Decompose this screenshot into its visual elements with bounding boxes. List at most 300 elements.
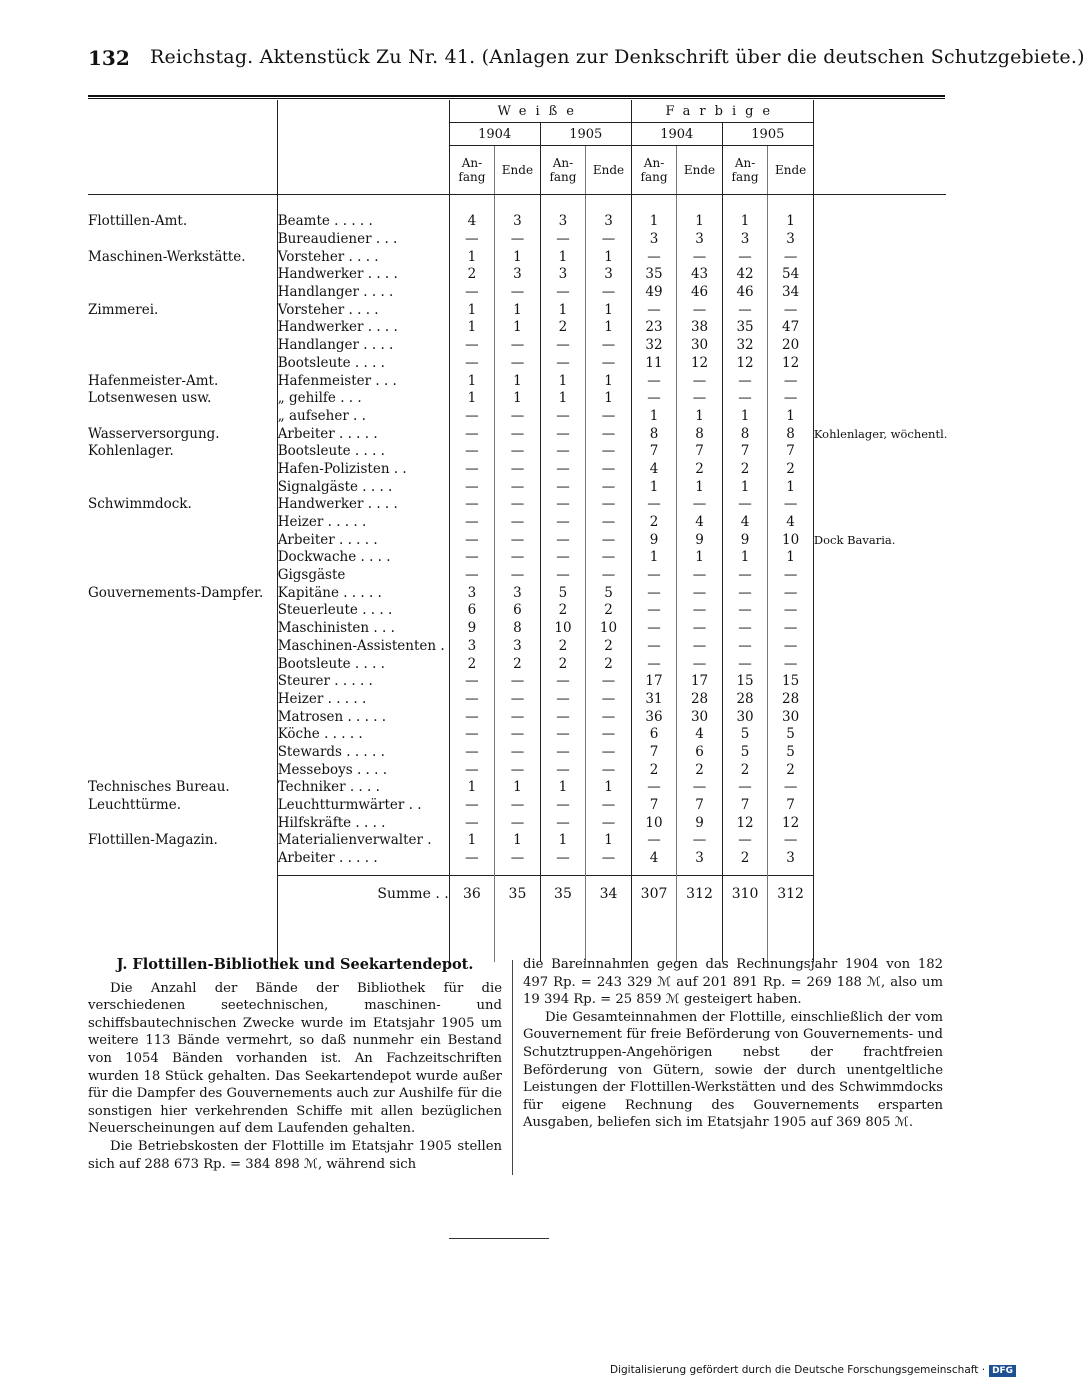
count-cell: 12 bbox=[768, 814, 814, 832]
count-cell: — bbox=[677, 390, 723, 408]
position-label: Handwerker . . . . bbox=[277, 266, 449, 284]
count-cell: 12 bbox=[722, 814, 768, 832]
position-label: Bootsleute . . . . bbox=[277, 443, 449, 461]
count-cell: — bbox=[449, 691, 495, 709]
count-cell: — bbox=[586, 797, 632, 815]
count-cell: 2 bbox=[631, 514, 677, 532]
count-cell: — bbox=[449, 567, 495, 585]
count-cell: 8 bbox=[722, 425, 768, 443]
count-cell: — bbox=[768, 301, 814, 319]
position-label: Handlanger . . . . bbox=[277, 284, 449, 302]
count-cell: — bbox=[586, 496, 632, 514]
count-cell: 30 bbox=[677, 708, 723, 726]
remark-cell bbox=[813, 602, 946, 620]
count-cell: 3 bbox=[631, 231, 677, 249]
count-cell: 3 bbox=[495, 638, 541, 656]
count-cell: 7 bbox=[768, 443, 814, 461]
count-cell: — bbox=[768, 832, 814, 850]
table-row bbox=[88, 355, 946, 373]
remark-cell bbox=[813, 337, 946, 355]
table-row bbox=[88, 231, 946, 249]
table-row bbox=[88, 797, 946, 815]
table-row bbox=[88, 655, 946, 673]
table-row bbox=[88, 301, 946, 319]
count-cell: — bbox=[540, 744, 586, 762]
count-cell: 4 bbox=[449, 213, 495, 231]
count-cell: 3 bbox=[495, 213, 541, 231]
section-j-left-column bbox=[88, 956, 502, 1173]
table-row bbox=[88, 638, 946, 656]
remark-cell bbox=[813, 832, 946, 850]
count-cell: — bbox=[495, 797, 541, 815]
count-cell: — bbox=[586, 549, 632, 567]
count-cell: — bbox=[495, 408, 541, 426]
count-cell: — bbox=[768, 655, 814, 673]
count-cell: 3 bbox=[677, 850, 723, 868]
count-cell: — bbox=[449, 761, 495, 779]
count-cell: 30 bbox=[722, 708, 768, 726]
position-label: Gigsgäste bbox=[277, 567, 449, 585]
count-cell: — bbox=[768, 602, 814, 620]
remark-cell bbox=[813, 584, 946, 602]
count-cell: 2 bbox=[586, 638, 632, 656]
remark-cell bbox=[813, 408, 946, 426]
count-cell: 1 bbox=[768, 213, 814, 231]
count-cell: — bbox=[540, 708, 586, 726]
count-cell: 5 bbox=[586, 584, 632, 602]
count-cell: 8 bbox=[495, 620, 541, 638]
remark-cell bbox=[813, 301, 946, 319]
count-cell: 34 bbox=[768, 284, 814, 302]
remark-cell bbox=[813, 814, 946, 832]
count-cell: — bbox=[586, 337, 632, 355]
count-cell: — bbox=[540, 355, 586, 373]
position-label: „ gehilfe . . . bbox=[277, 390, 449, 408]
count-cell: — bbox=[722, 301, 768, 319]
position-label: Steurer . . . . . bbox=[277, 673, 449, 691]
count-cell: 6 bbox=[631, 726, 677, 744]
sum-value: 35 bbox=[540, 876, 586, 913]
count-cell: — bbox=[586, 567, 632, 585]
count-cell: 2 bbox=[722, 461, 768, 479]
count-cell: — bbox=[677, 584, 723, 602]
count-cell: — bbox=[540, 531, 586, 549]
section-label bbox=[88, 319, 277, 337]
count-cell: 42 bbox=[722, 266, 768, 284]
count-cell: — bbox=[495, 744, 541, 762]
count-cell: 1 bbox=[449, 372, 495, 390]
position-label: Handwerker . . . . bbox=[277, 496, 449, 514]
header-rule bbox=[88, 95, 945, 97]
section-label: Wasserversorgung. bbox=[88, 425, 220, 442]
table-row bbox=[88, 549, 946, 567]
count-cell: — bbox=[722, 638, 768, 656]
table-row bbox=[88, 673, 946, 691]
table-row bbox=[88, 708, 946, 726]
count-cell: — bbox=[722, 496, 768, 514]
count-cell: — bbox=[677, 832, 723, 850]
count-cell: — bbox=[449, 478, 495, 496]
sum-value: 307 bbox=[631, 876, 677, 913]
table-row bbox=[88, 814, 946, 832]
section-label bbox=[88, 284, 277, 302]
count-cell: 10 bbox=[540, 620, 586, 638]
table-row bbox=[88, 567, 946, 585]
count-cell: — bbox=[768, 496, 814, 514]
sub-header-ende: Ende bbox=[586, 146, 632, 195]
year-header-white-1905: 1905 bbox=[540, 123, 631, 146]
count-cell: 3 bbox=[540, 213, 586, 231]
section-label: Gouvernements-Dampfer. bbox=[88, 584, 264, 601]
remark-cell bbox=[813, 355, 946, 373]
count-cell: 3 bbox=[540, 266, 586, 284]
sum-value: 310 bbox=[722, 876, 768, 913]
count-cell: — bbox=[540, 461, 586, 479]
table-row bbox=[88, 266, 946, 284]
count-cell: — bbox=[586, 461, 632, 479]
count-cell: 2 bbox=[540, 638, 586, 656]
count-cell: — bbox=[449, 814, 495, 832]
count-cell: — bbox=[677, 602, 723, 620]
count-cell: — bbox=[768, 567, 814, 585]
count-cell: — bbox=[677, 567, 723, 585]
position-label: Steuerleute . . . . bbox=[277, 602, 449, 620]
count-cell: — bbox=[768, 390, 814, 408]
count-cell: — bbox=[495, 761, 541, 779]
count-cell: 1 bbox=[449, 832, 495, 850]
count-cell: 20 bbox=[768, 337, 814, 355]
count-cell: 2 bbox=[586, 655, 632, 673]
count-cell: 6 bbox=[449, 602, 495, 620]
remark-cell bbox=[813, 620, 946, 638]
count-cell: — bbox=[768, 372, 814, 390]
credit-text: Digitalisierung gefördert durch die Deutsche Forschungsgemeinschaft · bbox=[610, 1364, 986, 1376]
count-cell: — bbox=[677, 638, 723, 656]
section-label: Flottillen-Amt. bbox=[88, 213, 188, 230]
section-label bbox=[88, 744, 277, 762]
page-number: 132 bbox=[88, 46, 130, 70]
count-cell: 3 bbox=[586, 213, 632, 231]
count-cell: 2 bbox=[631, 761, 677, 779]
position-label: Beamte . . . . . bbox=[277, 213, 449, 231]
table-row bbox=[88, 425, 946, 443]
count-cell: 9 bbox=[631, 531, 677, 549]
count-cell: 1 bbox=[722, 213, 768, 231]
header-rule-thin bbox=[88, 98, 945, 99]
position-label: Kapitäne . . . . . bbox=[277, 584, 449, 602]
position-label: Signalgäste . . . . bbox=[277, 478, 449, 496]
remark-cell bbox=[813, 284, 946, 302]
count-cell: — bbox=[677, 779, 723, 797]
section-label bbox=[88, 266, 277, 284]
remark-cell bbox=[813, 496, 946, 514]
count-cell: — bbox=[677, 372, 723, 390]
table-row bbox=[88, 584, 946, 602]
count-cell: — bbox=[677, 496, 723, 514]
count-cell: 1 bbox=[449, 248, 495, 266]
count-cell: — bbox=[449, 496, 495, 514]
count-cell: 7 bbox=[631, 744, 677, 762]
count-cell: — bbox=[449, 708, 495, 726]
count-cell: — bbox=[540, 514, 586, 532]
count-cell: 3 bbox=[495, 584, 541, 602]
table-row bbox=[88, 691, 946, 709]
count-cell: 1 bbox=[495, 779, 541, 797]
count-cell: 1 bbox=[722, 408, 768, 426]
count-cell: — bbox=[495, 496, 541, 514]
count-cell: — bbox=[631, 620, 677, 638]
position-label: Arbeiter . . . . . bbox=[277, 850, 449, 868]
count-cell: 11 bbox=[631, 355, 677, 373]
page-title: Reichstag. Aktenstück Zu Nr. 41. (Anlagen zur Denkschrift über die deutschen Schutzgebiete.) bbox=[150, 46, 1085, 68]
count-cell: 2 bbox=[449, 655, 495, 673]
count-cell: 7 bbox=[768, 797, 814, 815]
count-cell: 1 bbox=[586, 372, 632, 390]
count-cell: 2 bbox=[586, 602, 632, 620]
section-label: Kohlenlager. bbox=[88, 443, 174, 460]
count-cell: 43 bbox=[677, 266, 723, 284]
group-white-header: Weiße bbox=[449, 100, 631, 123]
count-cell: 1 bbox=[495, 248, 541, 266]
count-cell: 1 bbox=[677, 408, 723, 426]
count-cell: 30 bbox=[677, 337, 723, 355]
sum-value: 312 bbox=[768, 876, 814, 913]
count-cell: 1 bbox=[540, 832, 586, 850]
count-cell: 4 bbox=[722, 514, 768, 532]
count-cell: 1 bbox=[495, 301, 541, 319]
count-cell: 15 bbox=[768, 673, 814, 691]
count-cell: 3 bbox=[586, 266, 632, 284]
table-row bbox=[88, 779, 946, 797]
count-cell: 7 bbox=[722, 443, 768, 461]
section-label bbox=[88, 549, 277, 567]
count-cell: 9 bbox=[722, 531, 768, 549]
count-cell: 36 bbox=[631, 708, 677, 726]
section-label bbox=[88, 620, 277, 638]
table-row bbox=[88, 478, 946, 496]
count-cell: 1 bbox=[586, 390, 632, 408]
position-label: Vorsteher . . . . bbox=[277, 248, 449, 266]
count-cell: 1 bbox=[540, 372, 586, 390]
count-cell: — bbox=[586, 355, 632, 373]
count-cell: — bbox=[495, 337, 541, 355]
count-cell: — bbox=[495, 708, 541, 726]
count-cell: — bbox=[540, 231, 586, 249]
position-label: Materialienverwalter . bbox=[277, 832, 449, 850]
table-row bbox=[88, 390, 946, 408]
table-row bbox=[88, 248, 946, 266]
count-cell: — bbox=[768, 248, 814, 266]
count-cell: 2 bbox=[540, 602, 586, 620]
count-cell: 10 bbox=[631, 814, 677, 832]
count-cell: — bbox=[449, 425, 495, 443]
count-cell: 2 bbox=[722, 761, 768, 779]
section-label bbox=[88, 602, 277, 620]
count-cell: 1 bbox=[495, 832, 541, 850]
count-cell: 5 bbox=[768, 726, 814, 744]
digitization-credit bbox=[610, 1364, 1016, 1377]
section-label bbox=[88, 691, 277, 709]
count-cell: — bbox=[631, 567, 677, 585]
count-cell: — bbox=[495, 850, 541, 868]
count-cell: — bbox=[540, 726, 586, 744]
count-cell: — bbox=[631, 248, 677, 266]
section-label bbox=[88, 514, 277, 532]
count-cell: — bbox=[586, 814, 632, 832]
count-cell: — bbox=[586, 850, 632, 868]
position-label: Arbeiter . . . . . bbox=[277, 425, 449, 443]
count-cell: 1 bbox=[631, 213, 677, 231]
count-cell: 3 bbox=[449, 638, 495, 656]
count-cell: — bbox=[631, 779, 677, 797]
count-cell: — bbox=[495, 231, 541, 249]
remark-cell bbox=[813, 390, 946, 408]
count-cell: — bbox=[540, 443, 586, 461]
count-cell: 3 bbox=[768, 850, 814, 868]
count-cell: 12 bbox=[722, 355, 768, 373]
sum-row bbox=[88, 876, 946, 913]
count-cell: — bbox=[586, 478, 632, 496]
group-colored-header: Farbige bbox=[631, 100, 813, 123]
remark-cell bbox=[813, 744, 946, 762]
section-label bbox=[88, 408, 277, 426]
count-cell: 1 bbox=[586, 319, 632, 337]
count-cell: — bbox=[495, 673, 541, 691]
count-cell: — bbox=[540, 549, 586, 567]
count-cell: — bbox=[495, 284, 541, 302]
section-label: Maschinen-Werkstätte. bbox=[88, 248, 246, 265]
position-label: Bootsleute . . . . bbox=[277, 655, 449, 673]
count-cell: 12 bbox=[768, 355, 814, 373]
count-cell: — bbox=[722, 602, 768, 620]
count-cell: — bbox=[540, 567, 586, 585]
table-row bbox=[88, 443, 946, 461]
count-cell: — bbox=[631, 655, 677, 673]
section-label bbox=[88, 726, 277, 744]
section-label bbox=[88, 850, 277, 868]
count-cell: — bbox=[768, 620, 814, 638]
count-cell: 1 bbox=[449, 390, 495, 408]
count-cell: 4 bbox=[677, 514, 723, 532]
count-cell: — bbox=[449, 744, 495, 762]
count-cell: — bbox=[540, 814, 586, 832]
section-j-heading: J. Flottillen-Bibliothek und Seekartendepot. bbox=[116, 956, 474, 973]
count-cell: 38 bbox=[677, 319, 723, 337]
count-cell: 1 bbox=[677, 478, 723, 496]
count-cell: 3 bbox=[768, 231, 814, 249]
count-cell: 54 bbox=[768, 266, 814, 284]
position-label: Vorsteher . . . . bbox=[277, 301, 449, 319]
sub-header-anfang: An- fang bbox=[449, 146, 495, 195]
sum-value: 312 bbox=[677, 876, 723, 913]
count-cell: — bbox=[722, 655, 768, 673]
count-cell: — bbox=[722, 248, 768, 266]
table-foot bbox=[88, 867, 946, 962]
sub-header-anfang: An- fang bbox=[722, 146, 768, 195]
year-header-colored-1904: 1904 bbox=[631, 123, 722, 146]
count-cell: — bbox=[495, 726, 541, 744]
remark-cell bbox=[813, 266, 946, 284]
table-row bbox=[88, 531, 946, 549]
count-cell: 1 bbox=[540, 301, 586, 319]
count-cell: 1 bbox=[495, 372, 541, 390]
paragraph: Die Anzahl der Bände der Bibliothek für die verschiedenen seetechnischen, maschinen- und schiffsbautechnischen Zwecke wurde im Etatsjahr 1905 um weitere 113 Bände vermehrt, so daß nunmehr ein Bestand von 1054 Bänden vorhanden ist. An Fachzeitschriften wurden 18 Stück gehalten. Das Seekartendepot wurde außer für die Dampfer des Gouvernements auch zur Aushilfe für die sonstigen hier verkehrenden Schiffe mit allen bezüglichen Neuerscheinungen auf dem Laufenden gehalten. bbox=[88, 980, 502, 1137]
paragraph: Die Betriebskosten der Flottille im Etatsjahr 1905 stellen sich auf 288 673 Rp. = 384 898 ℳ, während sich bbox=[88, 1138, 502, 1172]
remark-cell bbox=[813, 478, 946, 496]
count-cell: 1 bbox=[631, 549, 677, 567]
section-label bbox=[88, 461, 277, 479]
remark-cell bbox=[813, 248, 946, 266]
sub-header-ende: Ende bbox=[677, 146, 723, 195]
remark-cell: Dock Bavaria. bbox=[813, 531, 946, 549]
section-label bbox=[88, 814, 277, 832]
section-label bbox=[88, 761, 277, 779]
count-cell: 4 bbox=[631, 461, 677, 479]
count-cell: — bbox=[495, 514, 541, 532]
table-body bbox=[88, 213, 946, 867]
count-cell: 1 bbox=[540, 390, 586, 408]
sum-value: 34 bbox=[586, 876, 632, 913]
count-cell: 2 bbox=[677, 761, 723, 779]
position-label: Messeboys . . . . bbox=[277, 761, 449, 779]
count-cell: 7 bbox=[722, 797, 768, 815]
remark-cell bbox=[813, 231, 946, 249]
table-row bbox=[88, 744, 946, 762]
count-cell: — bbox=[540, 850, 586, 868]
count-cell: 23 bbox=[631, 319, 677, 337]
count-cell: 31 bbox=[631, 691, 677, 709]
count-cell: 15 bbox=[722, 673, 768, 691]
sub-header-anfang: An- fang bbox=[631, 146, 677, 195]
remark-cell bbox=[813, 797, 946, 815]
count-cell: — bbox=[495, 567, 541, 585]
sub-header-ende: Ende bbox=[768, 146, 814, 195]
count-cell: — bbox=[540, 761, 586, 779]
count-cell: 1 bbox=[586, 832, 632, 850]
count-cell: — bbox=[586, 425, 632, 443]
count-cell: — bbox=[677, 248, 723, 266]
count-cell: 5 bbox=[768, 744, 814, 762]
count-cell: 2 bbox=[449, 266, 495, 284]
count-cell: 2 bbox=[540, 655, 586, 673]
count-cell: — bbox=[631, 372, 677, 390]
count-cell: — bbox=[586, 231, 632, 249]
count-cell: 1 bbox=[586, 248, 632, 266]
count-cell: 1 bbox=[449, 301, 495, 319]
table-row bbox=[88, 284, 946, 302]
count-cell: 6 bbox=[677, 744, 723, 762]
count-cell: — bbox=[586, 708, 632, 726]
count-cell: 35 bbox=[722, 319, 768, 337]
count-cell: — bbox=[495, 478, 541, 496]
section-label bbox=[88, 478, 277, 496]
count-cell: — bbox=[540, 797, 586, 815]
count-cell: 17 bbox=[631, 673, 677, 691]
count-cell: — bbox=[677, 301, 723, 319]
remark-cell bbox=[813, 443, 946, 461]
paragraph: Die Gesamteinnahmen der Flottille, einschließlich der vom Gouvernement für freie Beförderung von Gouvernements- und Schutztruppen-Angehörigen nebst der frachtfreien Beförderung von Gütern, sowie der durch unentgeltliche Leistungen der Flottillen-Werkstätten und des Schwimmdocks für eigene Rechnung des Gouvernements ersparten Ausgaben, beliefen sich im Etatsjahr 1905 auf 369 805 ℳ. bbox=[523, 1009, 943, 1131]
count-cell: — bbox=[449, 231, 495, 249]
count-cell: — bbox=[722, 779, 768, 797]
remark-cell bbox=[813, 761, 946, 779]
count-cell: 1 bbox=[586, 301, 632, 319]
remark-cell bbox=[813, 213, 946, 231]
position-label: Dockwache . . . . bbox=[277, 549, 449, 567]
count-cell: — bbox=[677, 655, 723, 673]
count-cell: 28 bbox=[768, 691, 814, 709]
count-cell: — bbox=[449, 408, 495, 426]
sub-header-anfang: An- fang bbox=[540, 146, 586, 195]
